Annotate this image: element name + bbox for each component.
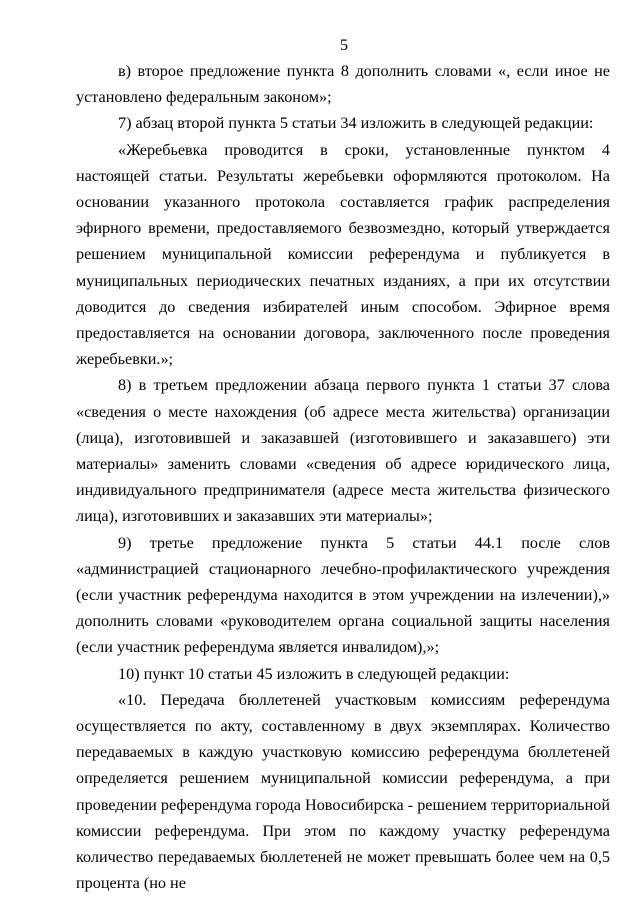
document-body (76, 58, 610, 897)
paragraph-clause-v: в) второе предложение пункта 8 дополнить словами «, если иное не установлено федеральным законом»; (76, 62, 610, 107)
paragraph-item-7-text: «Жеребьевка проводится в сроки, установленные пунктом 4 настоящей статьи. Результаты жеребьевки оформляются протоколом. На основании указанного протокола составляется график распределения эфирного времени, предоставляемого безвозмездно, который утверждается решением муниципальной комиссии референдума и публикуется в муниципальных периодических печатных изданиях, а при их отсутствии доводится до сведения избирателей иным способом. Эфирное время предоставляется на основании договора, заключенного после проведения жеребьевки.»; (76, 140, 610, 369)
paragraph-item-8: 8) в третьем предложении абзаца первого пункта 1 статьи 37 слова «сведения о месте нахождения (об адресе места жительства) организации (лица), изготовившей и заказавшей (изготовившего и заказавшего) эти материалы» заменить словами «сведения об адресе юридического лица, индивидуального предпринимателя (адресе места жительства физического лица), изготовивших и заказавших эти материалы»; (76, 376, 610, 526)
paragraph-item-9: 9) третье предложение пункта 5 статьи 44.1 после слов «администрацией стационарного лечебно-профилактического учреждения (если участник референдума находится в этом учреждении на излечении),» дополнить словами «руководителем органа социальной защиты населения (если участник референдума является инвалидом),»; (76, 533, 610, 657)
paragraph-item-10: 10) пункт 10 статьи 45 изложить в следующей редакции: (118, 664, 510, 683)
page-number: 5 (340, 37, 348, 54)
paragraph-item-10-text: «10. Передача бюллетеней участковым комиссиям референдума осуществляется по акту, составленному в двух экземплярах. Количество передаваемых в каждую участковую комиссию референдума бюллетеней определяется решением муниципальной комиссии референдума, а при проведении референдума города Новосибирска - решением территориальной комиссии референдума. При этом по каждому участку референдума количество передаваемых бюллетеней не может превышать более чем на 0,5 процента (но не (76, 690, 610, 893)
paragraph-item-7: 7) абзац второй пункта 5 статьи 34 изложить в следующей редакции: (118, 114, 594, 133)
